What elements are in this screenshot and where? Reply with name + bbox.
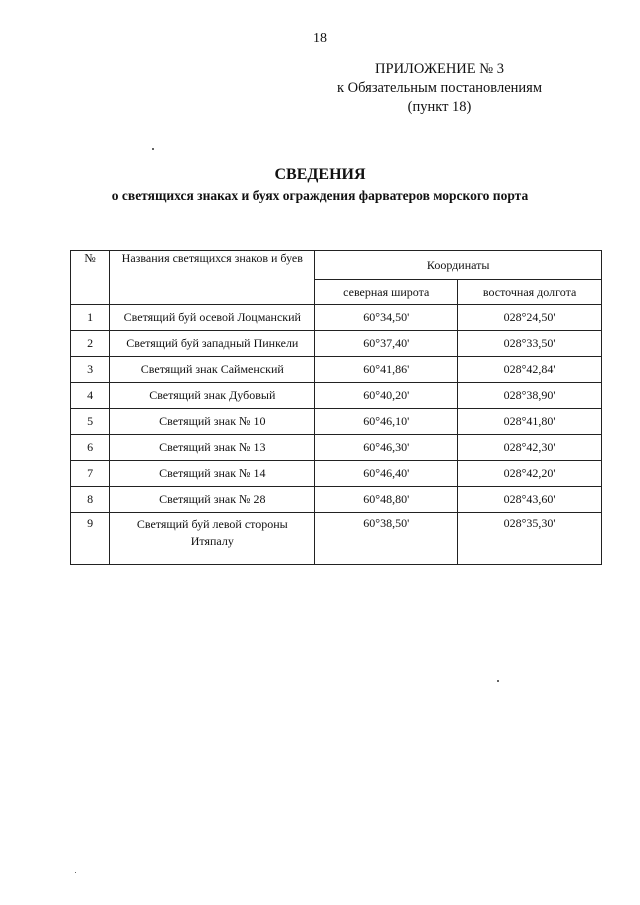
header-longitude: восточная долгота <box>458 280 602 305</box>
row-latitude: 60°46,30' <box>315 435 458 461</box>
table-row <box>71 435 602 461</box>
table-row <box>71 513 602 565</box>
row-name: Светящий знак № 28 <box>110 487 315 513</box>
row-number: 6 <box>71 435 110 461</box>
table-row <box>71 383 602 409</box>
row-name <box>110 513 315 565</box>
table-row <box>71 409 602 435</box>
row-latitude: 60°40,20' <box>315 383 458 409</box>
document-heading <box>0 164 640 206</box>
row-number: 1 <box>71 305 110 331</box>
row-longitude: 028°41,80' <box>458 409 602 435</box>
row-name: Светящий знак № 13 <box>110 435 315 461</box>
row-name: Светящий знак № 14 <box>110 461 315 487</box>
row-number: 8 <box>71 487 110 513</box>
row-latitude: 60°38,50' <box>315 513 458 565</box>
row-number: 4 <box>71 383 110 409</box>
page-number: 18 <box>313 31 327 46</box>
row-longitude: 028°38,90' <box>458 383 602 409</box>
appendix-block <box>337 60 542 117</box>
row-name-line: Светящий буй левой стороны <box>136 517 288 531</box>
header-number: № <box>71 251 110 305</box>
row-name: Светящий знак Дубовый <box>110 383 315 409</box>
table-row <box>71 331 602 357</box>
row-longitude: 028°42,30' <box>458 435 602 461</box>
row-number: 9 <box>71 513 110 565</box>
row-latitude: 60°34,50' <box>315 305 458 331</box>
scan-speck <box>497 680 499 682</box>
table-row <box>71 357 602 383</box>
row-longitude: 028°43,60' <box>458 487 602 513</box>
scan-speck <box>75 872 76 873</box>
coordinates-table <box>70 250 602 565</box>
heading-subtitle: о светящихся знаках и буях ограждения фарватеров морского порта <box>111 188 529 203</box>
appendix-reference: к Обязательным постановлениям <box>337 80 542 96</box>
row-longitude: 028°24,50' <box>458 305 602 331</box>
row-longitude: 028°42,20' <box>458 461 602 487</box>
row-name-line: Итяпалу <box>190 534 234 548</box>
table-row <box>71 305 602 331</box>
row-name: Светящий буй западный Пинкели <box>110 331 315 357</box>
row-name: Светящий буй осевой Лоцманский <box>110 305 315 331</box>
row-longitude: 028°33,50' <box>458 331 602 357</box>
header-name: Названия светящихся знаков и буев <box>110 251 315 305</box>
row-name: Светящий знак № 10 <box>110 409 315 435</box>
header-coordinates: Координаты <box>315 251 602 280</box>
row-latitude: 60°46,10' <box>315 409 458 435</box>
table-row <box>71 487 602 513</box>
row-latitude: 60°37,40' <box>315 331 458 357</box>
row-longitude: 028°42,84' <box>458 357 602 383</box>
appendix-title: ПРИЛОЖЕНИЕ № 3 <box>375 61 504 77</box>
table-row <box>71 461 602 487</box>
row-number: 7 <box>71 461 110 487</box>
row-latitude: 60°46,40' <box>315 461 458 487</box>
row-latitude: 60°48,80' <box>315 487 458 513</box>
appendix-clause: (пункт 18) <box>407 99 472 115</box>
row-name: Светящий знак Сайменский <box>110 357 315 383</box>
row-number: 2 <box>71 331 110 357</box>
row-number: 3 <box>71 357 110 383</box>
heading-title: СВЕДЕНИЯ <box>274 166 366 183</box>
row-number: 5 <box>71 409 110 435</box>
row-longitude: 028°35,30' <box>458 513 602 565</box>
row-latitude: 60°41,86' <box>315 357 458 383</box>
scan-speck <box>152 148 154 150</box>
header-latitude: северная широта <box>315 280 458 305</box>
